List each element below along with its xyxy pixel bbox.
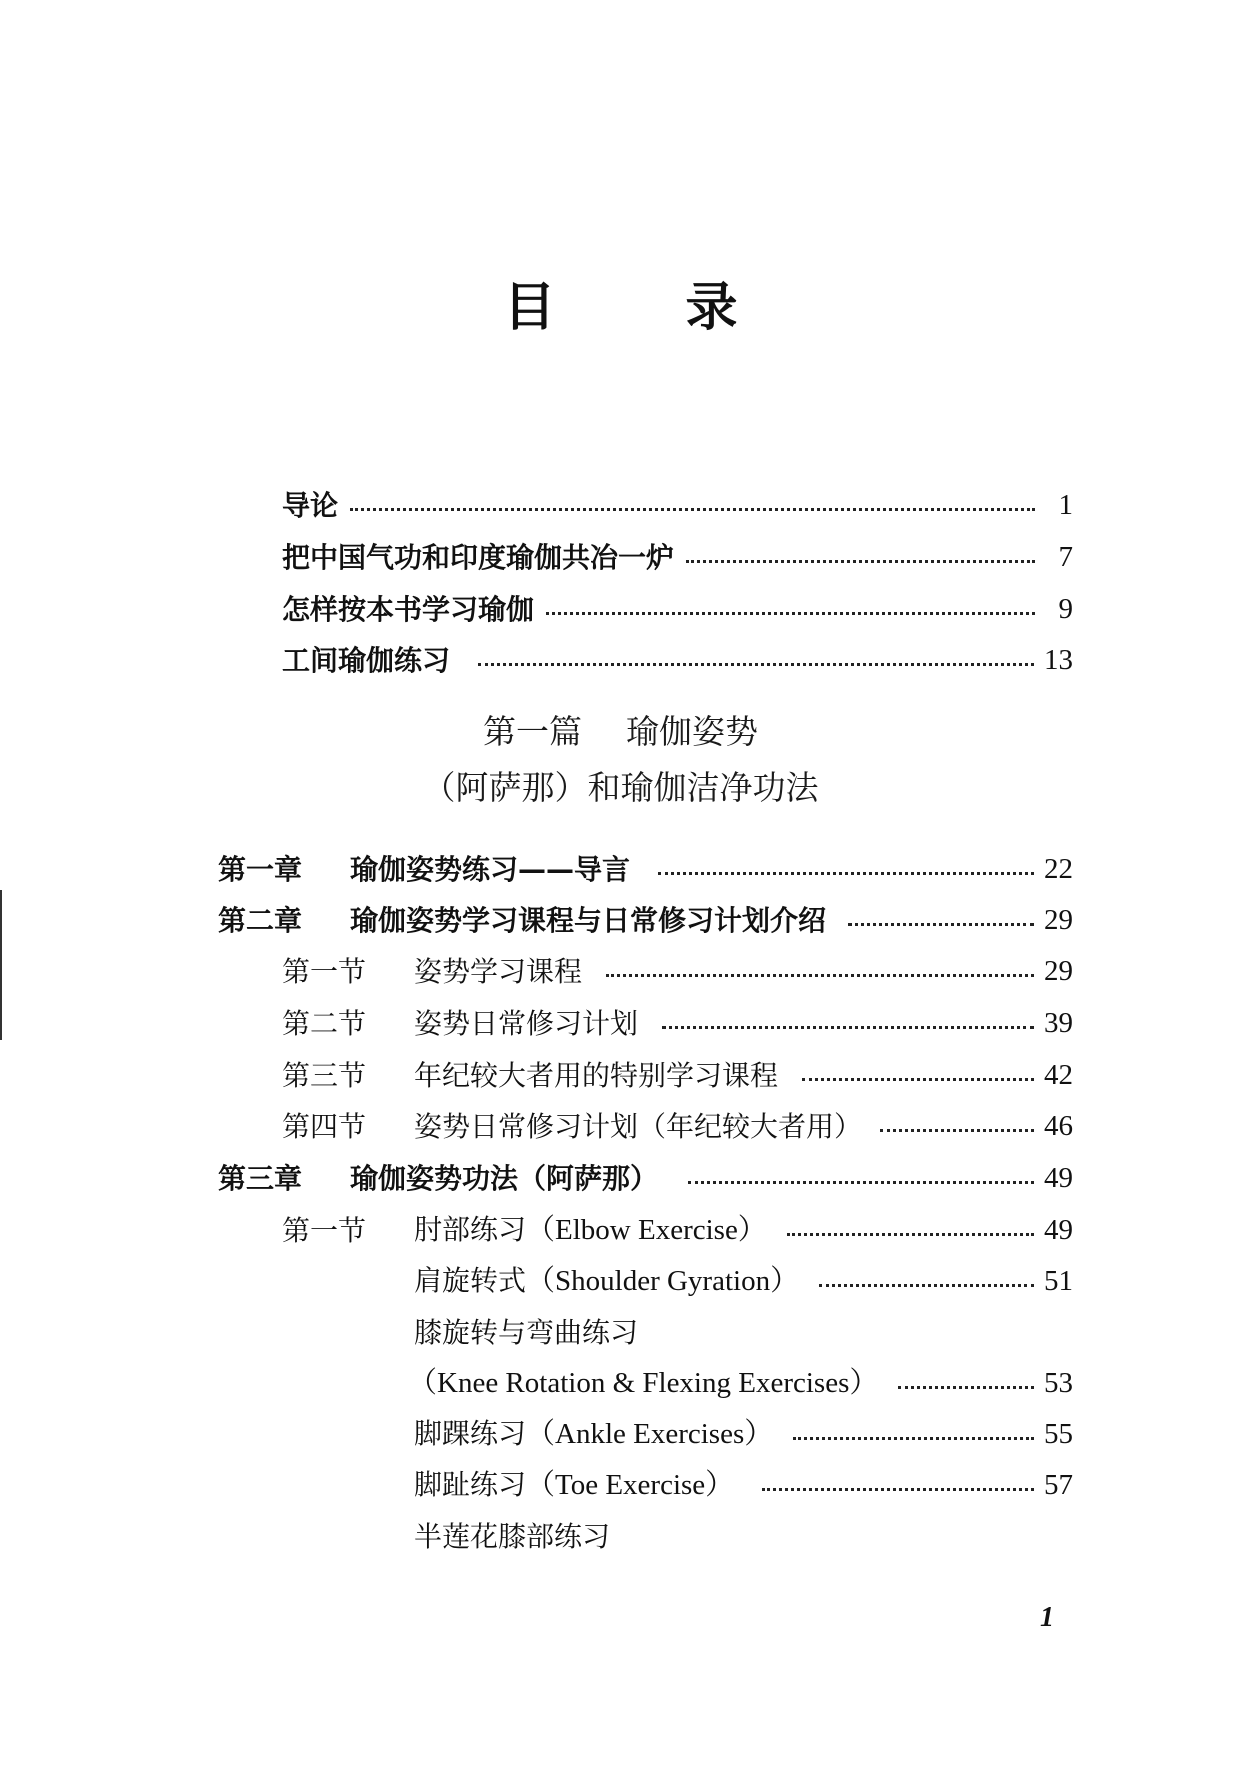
dot-leader bbox=[658, 872, 1034, 875]
dot-leader bbox=[662, 1026, 1034, 1029]
toc-entry-label: 瑜伽姿势练习——导言 bbox=[350, 853, 631, 886]
part-subheading: （阿萨那）和瑜伽洁净功法 bbox=[422, 768, 819, 807]
dot-leader bbox=[819, 1284, 1034, 1287]
toc-entry-how-to-learn[interactable] bbox=[282, 588, 1073, 624]
toc-entry-qigong-yoga[interactable] bbox=[282, 536, 1073, 572]
toc-entry-label: 姿势日常修习计划 bbox=[414, 1007, 639, 1040]
toc-entry-label: 膝旋转与弯曲练习 bbox=[414, 1316, 639, 1349]
dot-leader bbox=[848, 923, 1034, 926]
toc-entry-page: 1 bbox=[1058, 489, 1073, 521]
toc-item-half-lotus[interactable] bbox=[414, 1515, 1073, 1551]
toc-entry-label: 工间瑜伽练习 bbox=[282, 644, 451, 677]
toc-entry-label: 瑜伽姿势学习课程与日常修习计划介绍 bbox=[350, 904, 827, 937]
part-heading bbox=[0, 712, 1241, 751]
toc-entry-label: 年纪较大者用的特别学习课程 bbox=[414, 1059, 779, 1092]
toc-entry-page: 49 bbox=[1044, 1214, 1073, 1246]
toc-entry-page: 39 bbox=[1044, 1007, 1073, 1039]
toc-entry-label: 半莲花膝部练习 bbox=[414, 1520, 611, 1553]
toc-item-knee-en[interactable] bbox=[408, 1362, 1073, 1398]
dot-leader bbox=[688, 1181, 1034, 1184]
section-number: 第三节 bbox=[282, 1059, 367, 1092]
toc-entry-page: 53 bbox=[1044, 1367, 1073, 1399]
toc-entry-page: 29 bbox=[1044, 904, 1073, 936]
toc-entry-label: 瑜伽姿势功法（阿萨那） bbox=[350, 1162, 659, 1195]
dot-leader bbox=[793, 1437, 1034, 1440]
page-title: 目 录 bbox=[503, 278, 794, 338]
chapter-number: 第二章 bbox=[218, 904, 303, 937]
toc-entry-label: 导论 bbox=[282, 489, 339, 522]
part-number: 第一篇 bbox=[483, 712, 582, 751]
dot-leader bbox=[350, 508, 1035, 511]
dot-leader bbox=[880, 1129, 1034, 1132]
dot-leader bbox=[686, 560, 1035, 563]
dot-leader bbox=[762, 1488, 1034, 1491]
toc-item-toe[interactable] bbox=[414, 1464, 1073, 1500]
toc-entry-page: 51 bbox=[1044, 1265, 1073, 1297]
dot-leader bbox=[898, 1386, 1034, 1389]
page-edge-mark bbox=[0, 890, 2, 1040]
toc-section-2-1[interactable] bbox=[282, 950, 1073, 986]
toc-entry-page: 13 bbox=[1044, 644, 1073, 676]
toc-entry-label: 脚踝练习（Ankle Exercises） bbox=[414, 1417, 774, 1450]
toc-entry-label: 肩旋转式（Shoulder Gyration） bbox=[414, 1264, 800, 1297]
toc-item-knee-cn[interactable] bbox=[414, 1311, 1073, 1347]
toc-entry-label: 把中国气功和印度瑜伽共冶一炉 bbox=[282, 541, 675, 574]
toc-section-3-1[interactable] bbox=[282, 1209, 1073, 1245]
toc-section-2-2[interactable] bbox=[282, 1002, 1073, 1038]
toc-entry-office-yoga[interactable] bbox=[282, 639, 1073, 675]
dot-leader bbox=[787, 1233, 1034, 1236]
toc-section-2-4[interactable] bbox=[282, 1105, 1073, 1141]
section-number: 第四节 bbox=[282, 1110, 367, 1143]
toc-item-ankle[interactable] bbox=[414, 1413, 1073, 1449]
toc-entry-page: 55 bbox=[1044, 1418, 1073, 1450]
section-number: 第一节 bbox=[282, 1214, 367, 1247]
toc-entry-page: 49 bbox=[1044, 1162, 1073, 1194]
part-name: 瑜伽姿势 bbox=[626, 712, 758, 751]
toc-entry-page: 9 bbox=[1058, 593, 1073, 625]
section-number: 第一节 bbox=[282, 955, 367, 988]
toc-entry-page: 29 bbox=[1044, 955, 1073, 987]
toc-chapter-1[interactable] bbox=[218, 848, 1073, 884]
toc-entry-introduction[interactable] bbox=[282, 484, 1073, 520]
toc-entry-label: 脚趾练习（Toe Exercise） bbox=[414, 1468, 735, 1501]
toc-entry-page: 7 bbox=[1058, 541, 1073, 573]
chapter-number: 第一章 bbox=[218, 853, 303, 886]
toc-entry-label: 肘部练习（Elbow Exercise） bbox=[414, 1213, 767, 1246]
toc-chapter-3[interactable] bbox=[218, 1157, 1073, 1193]
toc-entry-label: （Knee Rotation & Flexing Exercises） bbox=[408, 1367, 879, 1399]
page-number: 1 bbox=[1040, 1602, 1054, 1633]
toc-chapter-2[interactable] bbox=[218, 899, 1073, 935]
toc-entry-label: 姿势日常修习计划（年纪较大者用） bbox=[414, 1110, 863, 1143]
toc-entry-page: 46 bbox=[1044, 1110, 1073, 1142]
toc-entry-page: 22 bbox=[1044, 853, 1073, 885]
toc-item-shoulder[interactable] bbox=[414, 1260, 1073, 1296]
toc-entry-page: 57 bbox=[1044, 1469, 1073, 1501]
dot-leader bbox=[606, 974, 1034, 977]
dot-leader bbox=[802, 1078, 1034, 1081]
dot-leader bbox=[478, 663, 1034, 666]
toc-entry-page: 42 bbox=[1044, 1059, 1073, 1091]
chapter-number: 第三章 bbox=[218, 1162, 303, 1195]
dot-leader bbox=[546, 612, 1035, 615]
toc-entry-label: 姿势学习课程 bbox=[414, 955, 583, 988]
toc-entry-label: 怎样按本书学习瑜伽 bbox=[282, 593, 535, 626]
toc-section-2-3[interactable] bbox=[282, 1054, 1073, 1090]
section-number: 第二节 bbox=[282, 1007, 367, 1040]
